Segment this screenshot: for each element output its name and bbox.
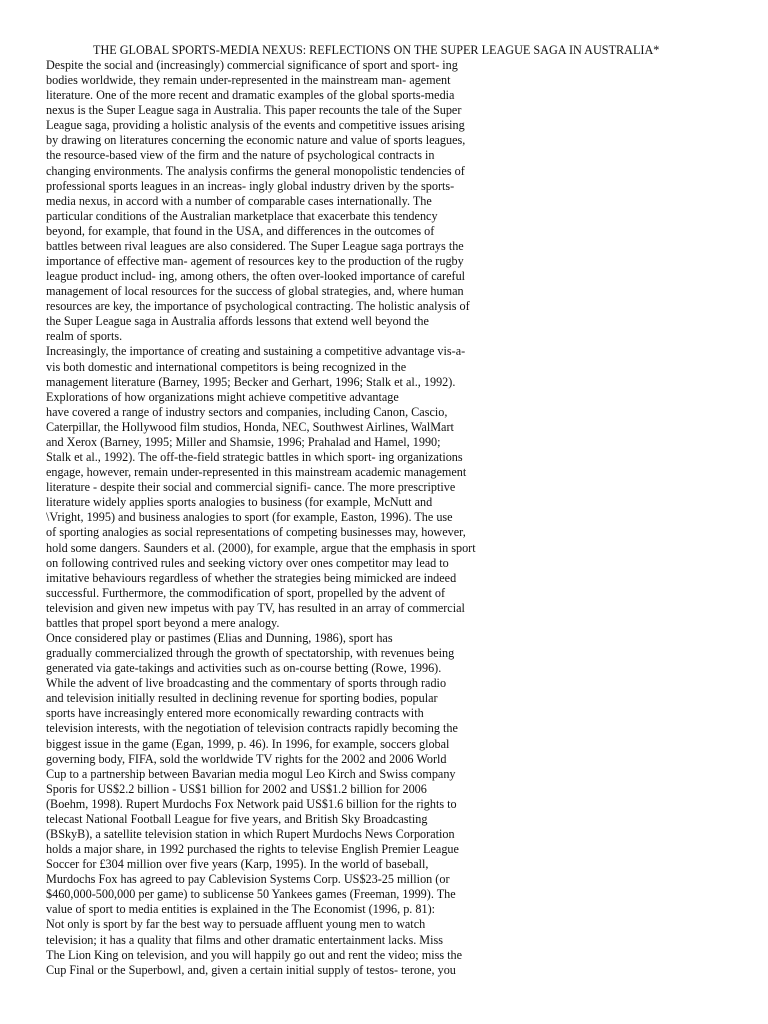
text-line: Sporis for US$2.2 billion - US$1 billion for 2002 and US$1.2 billion for 2006 bbox=[46, 781, 427, 796]
text-line: management of local resources for the success of global strategies, and, where human bbox=[46, 284, 464, 299]
text-line: of sporting analogies as social representations of competing businesses may, however, bbox=[46, 525, 466, 540]
text-line: literature - despite their social and commercial signifi- cance. The more prescriptive bbox=[46, 480, 456, 495]
text-line: imitative behaviours regardless of whether the strategies being mimicked are indeed bbox=[46, 570, 457, 585]
text-line: the Super League saga in Australia affords lessons that extend well beyond the bbox=[46, 314, 429, 329]
text-line: by drawing on literatures concerning the economic nature and value of sports leagues, bbox=[46, 133, 466, 148]
text-line: Soccer for £304 million over five years (Karp, 1995). In the world of baseball, bbox=[46, 857, 429, 872]
text-line: (Boehm, 1998). Rupert Murdochs Fox Network paid US$1.6 billion for the rights to bbox=[46, 796, 457, 811]
text-line: Cup Final or the Superbowl, and, given a certain initial supply of testos- terone, you bbox=[46, 962, 456, 977]
text-line: television interests, with the negotiation of television contracts rapidly becoming the bbox=[46, 721, 458, 736]
paragraph-3 bbox=[46, 631, 506, 917]
text-line: league product includ- ing, among others, the often over-looked importance of careful bbox=[46, 269, 466, 284]
text-line: and Xerox (Barney, 1995; Miller and Shamsie, 1996; Prahalad and Hamel, 1990; bbox=[46, 434, 441, 449]
text-line: changing environments. The analysis confirms the general monopolistic tendencies of bbox=[46, 163, 465, 178]
paragraph-4 bbox=[46, 917, 506, 977]
text-line: Cup to a partnership between Bavarian media mogul Leo Kirch and Swiss company bbox=[46, 766, 456, 781]
text-line: realm of sports. bbox=[46, 329, 123, 344]
text-line: importance of effective man- agement of resources key to the production of the rugby bbox=[46, 254, 464, 269]
text-line: gradually commercialized through the growth of spectatorship, with revenues being bbox=[46, 646, 455, 661]
text-line: have covered a range of industry sectors and companies, including Canon, Cascio, bbox=[46, 404, 448, 419]
text-line: The Lion King on television, and you will happily go out and rent the video; miss the bbox=[46, 947, 463, 962]
text-line: bodies worldwide, they remain under-represented in the mainstream man- agement bbox=[46, 73, 451, 88]
text-line: nexus is the Super League saga in Australia. This paper recounts the tale of the Super bbox=[46, 103, 462, 118]
text-line: and television initially resulted in declining revenue for sporting bodies, popular bbox=[46, 691, 438, 706]
text-line: successful. Furthermore, the commodification of sport, propelled by the advent of bbox=[46, 585, 446, 600]
text-line: the resource-based view of the firm and the nature of psychological contracts in bbox=[46, 148, 435, 163]
text-line: biggest issue in the game (Egan, 1999, p. 46). In 1996, for example, soccers global bbox=[46, 736, 450, 751]
text-line: vis both domestic and international competitors is being recognized in the bbox=[46, 359, 407, 374]
text-line: telecast National Football League for five years, and British Sky Broadcasting bbox=[46, 811, 428, 826]
text-line: beyond, for example, that found in the USA, and differences in the outcomes of bbox=[46, 223, 435, 238]
text-line: television and given new impetus with pay TV, has resulted in an array of commercial bbox=[46, 600, 465, 615]
text-line: literature. One of the more recent and dramatic examples of the global sports-media bbox=[46, 88, 455, 103]
text-line: Caterpillar, the Hollywood film studios, Honda, NEC, Southwest Airlines, WalMart bbox=[46, 419, 454, 434]
text-line: Murdochs Fox has agreed to pay Cablevision Systems Corp. US$23-25 million (or bbox=[46, 872, 450, 887]
document-title: THE GLOBAL SPORTS-MEDIA NEXUS: REFLECTIONS ON THE SUPER LEAGUE SAGA IN AUSTRALIA* bbox=[93, 43, 660, 57]
text-line: engage, however, remain under-represented in this mainstream academic management bbox=[46, 465, 467, 480]
text-line: While the advent of live broadcasting and the commentary of sports through radio bbox=[46, 676, 447, 691]
text-line: Not only is sport by far the best way to persuade affluent young men to watch bbox=[46, 917, 426, 932]
text-line: literature widely applies sports analogies to business (for example, McNutt and bbox=[46, 495, 433, 510]
text-line: governing body, FIFA, sold the worldwide TV rights for the 2002 and 2006 World bbox=[46, 751, 447, 766]
text-line: resources are key, the importance of psychological contracting. The holistic analysis of bbox=[46, 299, 470, 314]
text-line: generated via gate-takings and activities such as on-course betting (Rowe, 1996). bbox=[46, 661, 442, 676]
text-line: professional sports leagues in an increas- ingly global industry driven by the sports- bbox=[46, 178, 455, 193]
text-line: management literature (Barney, 1995; Becker and Gerhart, 1996; Stalk et al., 1992). bbox=[46, 374, 456, 389]
text-line: battles that propel sport beyond a mere analogy. bbox=[46, 615, 280, 630]
text-line: $460,000-500,000 per game) to sublicense 50 Yankees games (Freeman, 1999). The bbox=[46, 887, 456, 902]
text-line: value of sport to media entities is explained in the The Economist (1996, p. 81): bbox=[46, 902, 436, 917]
document-body bbox=[46, 58, 506, 978]
text-line: (BSkyB), a satellite television station in which Rupert Murdochs News Corporation bbox=[46, 826, 455, 841]
text-line: media nexus, in accord with a number of comparable cases internationally. The bbox=[46, 193, 432, 208]
text-line: League saga, providing a holistic analysis of the events and competitive issues arising bbox=[46, 118, 465, 133]
text-line: holds a major share, in 1992 purchased the rights to televise English Premier League bbox=[46, 842, 459, 857]
text-line: battles between rival leagues are also considered. The Super League saga portrays the bbox=[46, 238, 464, 253]
text-line: \Vright, 1995) and business analogies to sport (for example, Easton, 1996). The use bbox=[46, 510, 453, 525]
text-line: particular conditions of the Australian marketplace that exacerbate this tendency bbox=[46, 208, 438, 223]
text-line: Once considered play or pastimes (Elias and Dunning, 1986), sport has bbox=[46, 630, 393, 645]
text-line: television; it has a quality that films and other dramatic entertainment lacks. Miss bbox=[46, 932, 444, 947]
text-line: on following contrived rules and seeking victory over ones competitor may lead to bbox=[46, 555, 449, 570]
text-line: sports have increasingly entered more economically rewarding contracts with bbox=[46, 706, 424, 721]
text-line: Stalk et al., 1992). The off-the-field strategic battles in which sport- ing organizations bbox=[46, 450, 463, 465]
text-line: Despite the social and (increasingly) commercial significance of sport and sport- ing bbox=[46, 58, 458, 72]
text-line: Increasingly, the importance of creating and sustaining a competitive advantage vis-a- bbox=[46, 344, 466, 359]
text-line: Explorations of how organizations might achieve competitive advantage bbox=[46, 389, 399, 404]
paragraph-2 bbox=[46, 344, 506, 630]
paragraph-1 bbox=[46, 58, 506, 344]
text-line: hold some dangers. Saunders et al. (2000), for example, argue that the emphasis in sport bbox=[46, 540, 476, 555]
